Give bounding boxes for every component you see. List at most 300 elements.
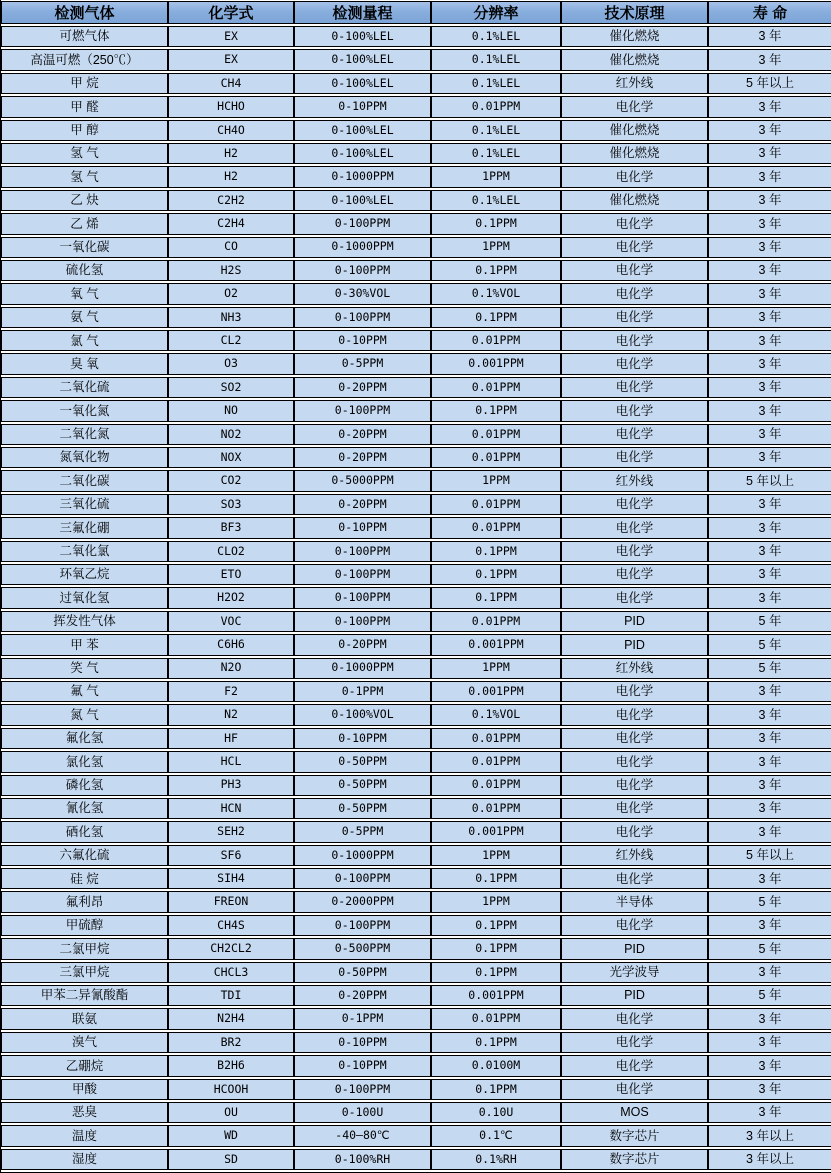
cell-lifespan: 3 年: [708, 377, 831, 398]
table-row: [1, 751, 831, 772]
table-row: [1, 1102, 831, 1123]
header-row: [1, 1, 831, 24]
cell-resolution: 0.1%LEL: [431, 120, 561, 141]
cell-principle: 红外线: [561, 470, 708, 491]
cell-resolution: 0.0100M: [431, 1055, 561, 1076]
cell-formula: SD: [168, 1149, 294, 1170]
cell-principle: MOS: [561, 1102, 708, 1123]
cell-range: 0-100PPM: [294, 587, 431, 608]
cell-principle: 红外线: [561, 658, 708, 679]
cell-resolution: 0.1%VOL: [431, 704, 561, 725]
cell-gas: 硫化氢: [1, 260, 168, 281]
table-row: [1, 611, 831, 632]
cell-gas: 氮 气: [1, 704, 168, 725]
cell-formula: BR2: [168, 1032, 294, 1053]
table-row: [1, 775, 831, 796]
cell-range: 0-10PPM: [294, 96, 431, 117]
table-row: [1, 891, 831, 912]
cell-formula: TDI: [168, 985, 294, 1006]
cell-resolution: 0.001PPM: [431, 353, 561, 374]
cell-lifespan: 3 年: [708, 424, 831, 445]
cell-formula: FREON: [168, 891, 294, 912]
cell-formula: EX: [168, 26, 294, 47]
cell-principle: PID: [561, 985, 708, 1006]
column-header-principle: 技术原理: [561, 1, 708, 24]
cell-formula: HF: [168, 728, 294, 749]
cell-range: 0-50PPM: [294, 798, 431, 819]
column-header-resolution: 分辨率: [431, 1, 561, 24]
cell-gas: 挥发性气体: [1, 611, 168, 632]
table-row: [1, 237, 831, 258]
cell-principle: 催化燃烧: [561, 143, 708, 164]
cell-lifespan: 3 年: [708, 564, 831, 585]
cell-range: 0-100PPM: [294, 260, 431, 281]
cell-lifespan: 3 年: [708, 728, 831, 749]
cell-lifespan: 3 年: [708, 1055, 831, 1076]
cell-formula: HCOOH: [168, 1079, 294, 1100]
cell-formula: VOC: [168, 611, 294, 632]
cell-resolution: 1PPM: [431, 891, 561, 912]
table-row: [1, 330, 831, 351]
cell-resolution: 0.1%LEL: [431, 49, 561, 70]
table-body: [1, 26, 831, 1170]
cell-gas: 高温可燃（250℃）: [1, 49, 168, 70]
cell-lifespan: 3 年: [708, 353, 831, 374]
cell-range: 0-20PPM: [294, 494, 431, 515]
cell-range: 0-5000PPM: [294, 470, 431, 491]
cell-range: 0-20PPM: [294, 634, 431, 655]
cell-principle: 电化学: [561, 1079, 708, 1100]
cell-gas: 一氧化碳: [1, 237, 168, 258]
cell-range: 0-20PPM: [294, 985, 431, 1006]
table-row: [1, 1055, 831, 1076]
cell-principle: 电化学: [561, 237, 708, 258]
cell-formula: H2S: [168, 260, 294, 281]
cell-gas: 甲苯二异氰酸酯: [1, 985, 168, 1006]
cell-range: 0-5PPM: [294, 821, 431, 842]
cell-formula: ETO: [168, 564, 294, 585]
cell-range: -40—80℃: [294, 1125, 431, 1146]
table-row: [1, 728, 831, 749]
cell-resolution: 0.001PPM: [431, 681, 561, 702]
cell-resolution: 0.1PPM: [431, 938, 561, 959]
table-row: [1, 658, 831, 679]
cell-resolution: 0.01PPM: [431, 728, 561, 749]
cell-range: 0-30%VOL: [294, 283, 431, 304]
cell-formula: F2: [168, 681, 294, 702]
cell-resolution: 0.1%LEL: [431, 190, 561, 211]
table-row: [1, 96, 831, 117]
cell-lifespan: 3 年: [708, 96, 831, 117]
cell-resolution: 0.01PPM: [431, 330, 561, 351]
cell-range: 0-100PPM: [294, 400, 431, 421]
cell-resolution: 0.01PPM: [431, 377, 561, 398]
table-row: [1, 1149, 831, 1170]
cell-resolution: 0.01PPM: [431, 494, 561, 515]
cell-gas: 氟利昂: [1, 891, 168, 912]
cell-principle: 电化学: [561, 798, 708, 819]
cell-lifespan: 3 年: [708, 166, 831, 187]
cell-resolution: 0.1PPM: [431, 400, 561, 421]
table-row: [1, 845, 831, 866]
cell-lifespan: 3 年: [708, 915, 831, 936]
cell-formula: SIH4: [168, 868, 294, 889]
table-row: [1, 517, 831, 538]
cell-principle: 电化学: [561, 447, 708, 468]
cell-gas: 氟化氢: [1, 728, 168, 749]
cell-lifespan: 3 年: [708, 49, 831, 70]
cell-formula: H2O2: [168, 587, 294, 608]
cell-resolution: 0.01PPM: [431, 424, 561, 445]
cell-range: 0-10PPM: [294, 1032, 431, 1053]
cell-range: 0-100PPM: [294, 307, 431, 328]
cell-gas: 二氧化硫: [1, 377, 168, 398]
cell-gas: 硅 烷: [1, 868, 168, 889]
cell-resolution: 0.01PPM: [431, 751, 561, 772]
cell-gas: 氯 气: [1, 330, 168, 351]
table-row: [1, 353, 831, 374]
cell-resolution: 1PPM: [431, 237, 561, 258]
cell-gas: 甲 烷: [1, 73, 168, 94]
cell-formula: O3: [168, 353, 294, 374]
cell-gas: 甲 醇: [1, 120, 168, 141]
table-row: [1, 985, 831, 1006]
cell-lifespan: 3 年: [708, 237, 831, 258]
cell-gas: 二氧化氯: [1, 541, 168, 562]
cell-gas: 氟 气: [1, 681, 168, 702]
cell-principle: 电化学: [561, 915, 708, 936]
table-row: [1, 634, 831, 655]
cell-formula: SF6: [168, 845, 294, 866]
table-row: [1, 564, 831, 585]
cell-gas: 溴气: [1, 1032, 168, 1053]
table-row: [1, 1008, 831, 1029]
table-row: [1, 283, 831, 304]
cell-principle: 电化学: [561, 494, 708, 515]
cell-gas: 二氧化氮: [1, 424, 168, 445]
cell-formula: HCN: [168, 798, 294, 819]
cell-formula: NO: [168, 400, 294, 421]
cell-resolution: 0.01PPM: [431, 611, 561, 632]
table-row: [1, 681, 831, 702]
cell-lifespan: 3 年: [708, 1008, 831, 1029]
cell-lifespan: 5 年: [708, 658, 831, 679]
cell-resolution: 0.1%LEL: [431, 143, 561, 164]
cell-lifespan: 3 年: [708, 798, 831, 819]
cell-principle: 电化学: [561, 775, 708, 796]
cell-lifespan: 3 年: [708, 447, 831, 468]
cell-range: 0-1PPM: [294, 1008, 431, 1029]
cell-principle: 电化学: [561, 1008, 708, 1029]
cell-principle: PID: [561, 611, 708, 632]
cell-lifespan: 3 年: [708, 868, 831, 889]
cell-gas: 恶臭: [1, 1102, 168, 1123]
table-row: [1, 915, 831, 936]
cell-formula: CH2CL2: [168, 938, 294, 959]
cell-gas: 甲 苯: [1, 634, 168, 655]
cell-formula: HCL: [168, 751, 294, 772]
cell-gas: 臭 氧: [1, 353, 168, 374]
cell-resolution: 0.1%RH: [431, 1149, 561, 1170]
cell-formula: PH3: [168, 775, 294, 796]
cell-formula: N2O: [168, 658, 294, 679]
cell-principle: 催化燃烧: [561, 190, 708, 211]
cell-formula: OU: [168, 1102, 294, 1123]
cell-range: 0-500PPM: [294, 938, 431, 959]
cell-resolution: 0.1PPM: [431, 962, 561, 983]
table-row: [1, 1079, 831, 1100]
cell-lifespan: 3 年以上: [708, 1125, 831, 1146]
table-row: [1, 798, 831, 819]
cell-lifespan: 5 年: [708, 985, 831, 1006]
cell-range: 0-10PPM: [294, 517, 431, 538]
cell-gas: 甲酸: [1, 1079, 168, 1100]
cell-formula: CO2: [168, 470, 294, 491]
cell-resolution: 0.001PPM: [431, 985, 561, 1006]
cell-gas: 甲硫醇: [1, 915, 168, 936]
cell-gas: 氰化氢: [1, 798, 168, 819]
cell-resolution: 1PPM: [431, 845, 561, 866]
cell-resolution: 0.1PPM: [431, 260, 561, 281]
cell-lifespan: 5 年以上: [708, 845, 831, 866]
cell-range: 0-100PPM: [294, 868, 431, 889]
cell-resolution: 0.01PPM: [431, 517, 561, 538]
table-row: [1, 868, 831, 889]
cell-gas: 二氯甲烷: [1, 938, 168, 959]
cell-principle: 红外线: [561, 73, 708, 94]
cell-principle: 电化学: [561, 260, 708, 281]
cell-resolution: 0.1%VOL: [431, 283, 561, 304]
cell-range: 0-1000PPM: [294, 845, 431, 866]
cell-lifespan: 3 年: [708, 1079, 831, 1100]
cell-principle: 电化学: [561, 424, 708, 445]
cell-lifespan: 3 年: [708, 1102, 831, 1123]
table-row: [1, 307, 831, 328]
cell-resolution: 0.001PPM: [431, 634, 561, 655]
table-row: [1, 190, 831, 211]
cell-formula: CO: [168, 237, 294, 258]
cell-range: 0-1000PPM: [294, 658, 431, 679]
cell-resolution: 1PPM: [431, 470, 561, 491]
cell-principle: 电化学: [561, 751, 708, 772]
cell-resolution: 0.1PPM: [431, 587, 561, 608]
cell-range: 0-100PPM: [294, 564, 431, 585]
cell-range: 0-50PPM: [294, 962, 431, 983]
cell-gas: 氢 气: [1, 166, 168, 187]
cell-lifespan: 3 年: [708, 704, 831, 725]
cell-formula: N2H4: [168, 1008, 294, 1029]
table-row: [1, 377, 831, 398]
cell-principle: 光学波导: [561, 962, 708, 983]
cell-resolution: 0.1PPM: [431, 915, 561, 936]
cell-principle: 电化学: [561, 517, 708, 538]
cell-principle: 数字芯片: [561, 1149, 708, 1170]
cell-lifespan: 3 年: [708, 775, 831, 796]
cell-gas: 三氯甲烷: [1, 962, 168, 983]
cell-principle: 电化学: [561, 868, 708, 889]
cell-lifespan: 3 年: [708, 1032, 831, 1053]
cell-principle: 催化燃烧: [561, 120, 708, 141]
cell-principle: 电化学: [561, 377, 708, 398]
cell-range: 0-100U: [294, 1102, 431, 1123]
cell-resolution: 0.001PPM: [431, 821, 561, 842]
cell-range: 0-1000PPM: [294, 166, 431, 187]
cell-lifespan: 5 年: [708, 938, 831, 959]
cell-lifespan: 3 年: [708, 541, 831, 562]
cell-formula: H2: [168, 143, 294, 164]
cell-formula: BF3: [168, 517, 294, 538]
cell-range: 0-100%RH: [294, 1149, 431, 1170]
cell-formula: EX: [168, 49, 294, 70]
cell-range: 0-100%LEL: [294, 190, 431, 211]
cell-resolution: 0.10U: [431, 1102, 561, 1123]
table-row: [1, 213, 831, 234]
cell-lifespan: 3 年: [708, 751, 831, 772]
cell-principle: 电化学: [561, 728, 708, 749]
cell-gas: 乙硼烷: [1, 1055, 168, 1076]
cell-principle: 电化学: [561, 213, 708, 234]
cell-lifespan: 5 年: [708, 634, 831, 655]
cell-gas: 氢 气: [1, 143, 168, 164]
cell-range: 0-10PPM: [294, 1055, 431, 1076]
cell-principle: 电化学: [561, 1032, 708, 1053]
table-row: [1, 49, 831, 70]
cell-resolution: 0.01PPM: [431, 775, 561, 796]
cell-gas: 氨 气: [1, 307, 168, 328]
cell-range: 0-10PPM: [294, 728, 431, 749]
cell-gas: 联氨: [1, 1008, 168, 1029]
table-row: [1, 541, 831, 562]
table-row: [1, 260, 831, 281]
column-header-lifespan: 寿 命: [708, 1, 831, 24]
cell-resolution: 0.1℃: [431, 1125, 561, 1146]
table-row: [1, 26, 831, 47]
column-header-gas: 检测气体: [1, 1, 168, 24]
cell-formula: H2: [168, 166, 294, 187]
cell-gas: 甲 醛: [1, 96, 168, 117]
cell-gas: 三氟化硼: [1, 517, 168, 538]
cell-principle: 电化学: [561, 353, 708, 374]
cell-principle: 电化学: [561, 821, 708, 842]
cell-lifespan: 3 年: [708, 213, 831, 234]
cell-lifespan: 5 年以上: [708, 470, 831, 491]
cell-resolution: 1PPM: [431, 166, 561, 187]
cell-resolution: 0.01PPM: [431, 798, 561, 819]
cell-formula: NO2: [168, 424, 294, 445]
cell-lifespan: 3 年: [708, 190, 831, 211]
cell-range: 0-100%LEL: [294, 73, 431, 94]
table-row: [1, 424, 831, 445]
column-header-formula: 化学式: [168, 1, 294, 24]
cell-principle: 电化学: [561, 564, 708, 585]
cell-range: 0-100%LEL: [294, 26, 431, 47]
cell-gas: 乙 炔: [1, 190, 168, 211]
cell-lifespan: 3 年: [708, 587, 831, 608]
table-row: [1, 120, 831, 141]
cell-principle: PID: [561, 634, 708, 655]
cell-range: 0-100PPM: [294, 611, 431, 632]
cell-principle: 催化燃烧: [561, 26, 708, 47]
cell-range: 0-100PPM: [294, 213, 431, 234]
cell-resolution: 0.1%LEL: [431, 26, 561, 47]
cell-principle: 数字芯片: [561, 1125, 708, 1146]
cell-formula: O2: [168, 283, 294, 304]
column-header-range: 检测量程: [294, 1, 431, 24]
cell-formula: N2: [168, 704, 294, 725]
cell-formula: HCHO: [168, 96, 294, 117]
cell-range: 0-100PPM: [294, 1079, 431, 1100]
cell-range: 0-50PPM: [294, 775, 431, 796]
cell-principle: 电化学: [561, 96, 708, 117]
cell-gas: 笑 气: [1, 658, 168, 679]
cell-lifespan: 3 年: [708, 494, 831, 515]
cell-principle: 催化燃烧: [561, 49, 708, 70]
cell-formula: CH4: [168, 73, 294, 94]
table-row: [1, 962, 831, 983]
cell-lifespan: 3 年: [708, 283, 831, 304]
table-row: [1, 470, 831, 491]
cell-gas: 湿度: [1, 1149, 168, 1170]
table-row: [1, 73, 831, 94]
cell-formula: NH3: [168, 307, 294, 328]
cell-resolution: 0.1PPM: [431, 541, 561, 562]
cell-range: 0-1000PPM: [294, 237, 431, 258]
cell-formula: WD: [168, 1125, 294, 1146]
cell-range: 0-1PPM: [294, 681, 431, 702]
cell-gas: 温度: [1, 1125, 168, 1146]
cell-formula: CH4O: [168, 120, 294, 141]
cell-gas: 过氧化氢: [1, 587, 168, 608]
cell-gas: 六氟化硫: [1, 845, 168, 866]
cell-formula: C2H2: [168, 190, 294, 211]
cell-range: 0-20PPM: [294, 447, 431, 468]
cell-principle: 电化学: [561, 307, 708, 328]
table-row: [1, 166, 831, 187]
cell-lifespan: 3 年: [708, 120, 831, 141]
cell-formula: SEH2: [168, 821, 294, 842]
table-row: [1, 704, 831, 725]
cell-resolution: 0.1PPM: [431, 307, 561, 328]
cell-range: 0-100PPM: [294, 541, 431, 562]
cell-principle: 电化学: [561, 400, 708, 421]
cell-principle: 电化学: [561, 283, 708, 304]
cell-resolution: 0.01PPM: [431, 96, 561, 117]
cell-formula: NOX: [168, 447, 294, 468]
cell-resolution: 0.1PPM: [431, 213, 561, 234]
table-row: [1, 494, 831, 515]
cell-lifespan: 3 年: [708, 821, 831, 842]
cell-range: 0-50PPM: [294, 751, 431, 772]
cell-formula: CLO2: [168, 541, 294, 562]
cell-principle: 电化学: [561, 541, 708, 562]
table-row: [1, 447, 831, 468]
cell-principle: 电化学: [561, 704, 708, 725]
cell-lifespan: 3 年: [708, 307, 831, 328]
cell-formula: CH4S: [168, 915, 294, 936]
cell-range: 0-100%LEL: [294, 120, 431, 141]
cell-formula: SO2: [168, 377, 294, 398]
cell-range: 0-5PPM: [294, 353, 431, 374]
cell-resolution: 0.1PPM: [431, 868, 561, 889]
cell-gas: 硒化氢: [1, 821, 168, 842]
cell-resolution: 0.1PPM: [431, 1079, 561, 1100]
cell-formula: SO3: [168, 494, 294, 515]
cell-principle: 电化学: [561, 1055, 708, 1076]
cell-lifespan: 3 年: [708, 517, 831, 538]
table-row: [1, 400, 831, 421]
table-row: [1, 938, 831, 959]
cell-gas: 可燃气体: [1, 26, 168, 47]
